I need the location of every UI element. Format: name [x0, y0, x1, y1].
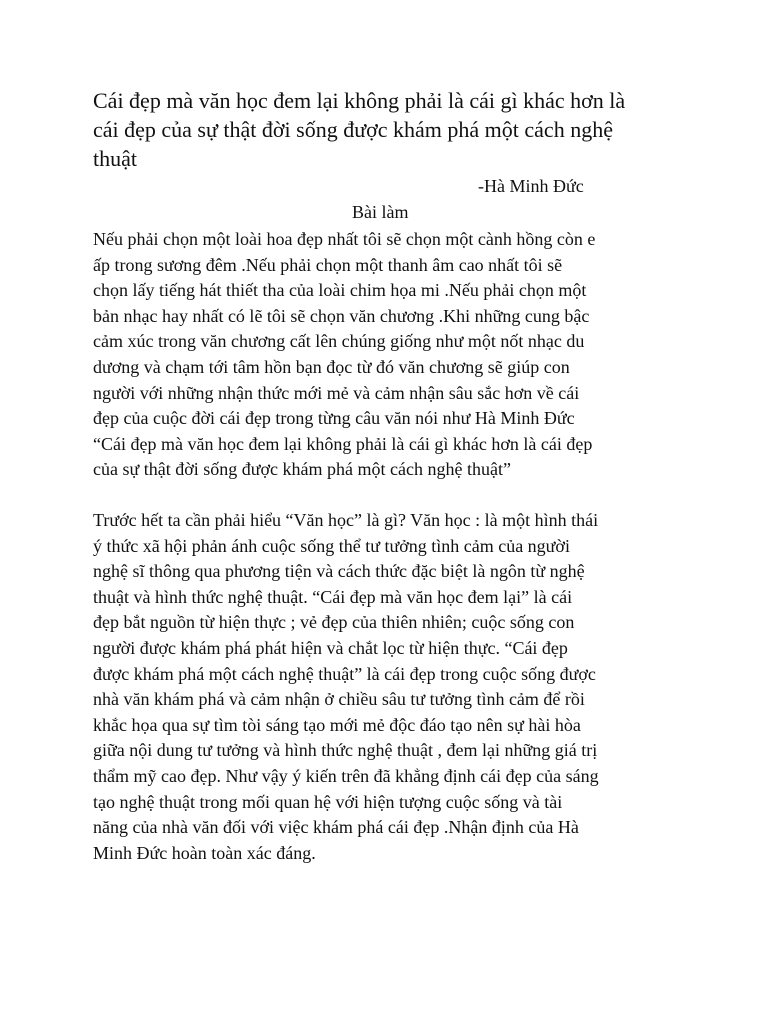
- text-line: được khám phá một cách nghệ thuật” là cái đẹp trong cuộc sống được: [93, 663, 596, 684]
- text-line: ý thức xã hội phản ánh cuộc sống thể tư tưởng tình cảm của người: [93, 535, 570, 556]
- text-line: năng của nhà văn đối với việc khám phá cái đẹp .Nhận định của Hà: [93, 817, 579, 838]
- text-line: khắc họa qua sự tìm tòi sáng tạo mới mẻ độc đáo tạo nên sự hài hòa: [93, 714, 581, 735]
- text-line: “Cái đẹp mà văn học đem lại không phải là cái gì khác hơn là cái đẹp: [93, 433, 593, 454]
- text-line: bản nhạc hay nhất có lẽ tôi sẽ chọn văn chương .Khi những cung bậc: [93, 305, 590, 326]
- text-line: Trước hết ta cần phải hiểu “Văn học” là gì? Văn học : là một hình thái: [93, 510, 599, 530]
- text-line: nhà văn khám phá và cảm nhận ở chiều sâu tư tưởng tình cảm để rồi: [93, 689, 585, 710]
- text-line: Nếu phải chọn một loài hoa đẹp nhất tôi sẽ chọn một cành hồng còn e: [93, 229, 596, 249]
- text-line: người với những nhận thức mới mẻ và cảm nhận sâu sắc hơn về cái: [93, 382, 580, 403]
- text-line: Minh Đức hoàn toàn xác đáng.: [93, 842, 316, 863]
- text-line: của sự thật đời sống được khám phá một cách nghệ thuật”: [93, 459, 511, 480]
- quote-author: -Hà Minh Đức: [478, 176, 584, 196]
- text-line: tạo nghệ thuật trong mối quan hệ với hiện tượng cuộc sống và tài: [93, 791, 563, 812]
- text-line: chọn lấy tiếng hát thiết tha của loài chim họa mi .Nếu phải chọn một: [93, 280, 587, 301]
- text-line: nghệ sĩ thông qua phương tiện và cách thức đặc biệt là ngôn từ nghệ: [93, 561, 585, 582]
- quote-line: cái đẹp của sự thật đời sống được khám phá một cách nghệ: [93, 117, 613, 142]
- quote-line: Cái đẹp mà văn học đem lại không phải là cái gì khác hơn là: [93, 88, 626, 113]
- quote-line: thuật: [93, 146, 137, 171]
- text-line: đẹp bắt nguồn từ hiện thực ; vẻ đẹp của thiên nhiên; cuộc sống con: [93, 612, 575, 633]
- paragraph-body: [93, 508, 693, 866]
- paragraph-intro: [93, 227, 693, 483]
- text-line: người được khám phá phát hiện và chắt lọc từ hiện thực. “Cái đẹp: [93, 637, 568, 658]
- text-line: dương và chạm tới tâm hồn bạn đọc từ đó văn chương sẽ giúp con: [93, 356, 570, 377]
- text-line: thẩm mỹ cao đẹp. Như vậy ý kiến trên đã khẳng định cái đẹp của sáng: [93, 765, 599, 786]
- text-line: cảm xúc trong văn chương cất lên chúng giống như một nốt nhạc du: [93, 331, 585, 352]
- text-line: giữa nội dung tư tưởng và hình thức nghệ thuật , đem lại những giá trị: [93, 740, 598, 761]
- text-line: đẹp của cuộc đời cái đẹp trong từng câu văn nói như Hà Minh Đức: [93, 408, 575, 429]
- text-line: ấp trong sương đêm .Nếu phải chọn một thanh âm cao nhất tôi sẽ: [93, 254, 563, 275]
- section-heading: Bài làm: [352, 202, 409, 222]
- text-line: thuật và hình thức nghệ thuật. “Cái đẹp mà văn học đem lại” là cái: [93, 586, 573, 607]
- epigraph-quote: [93, 86, 683, 173]
